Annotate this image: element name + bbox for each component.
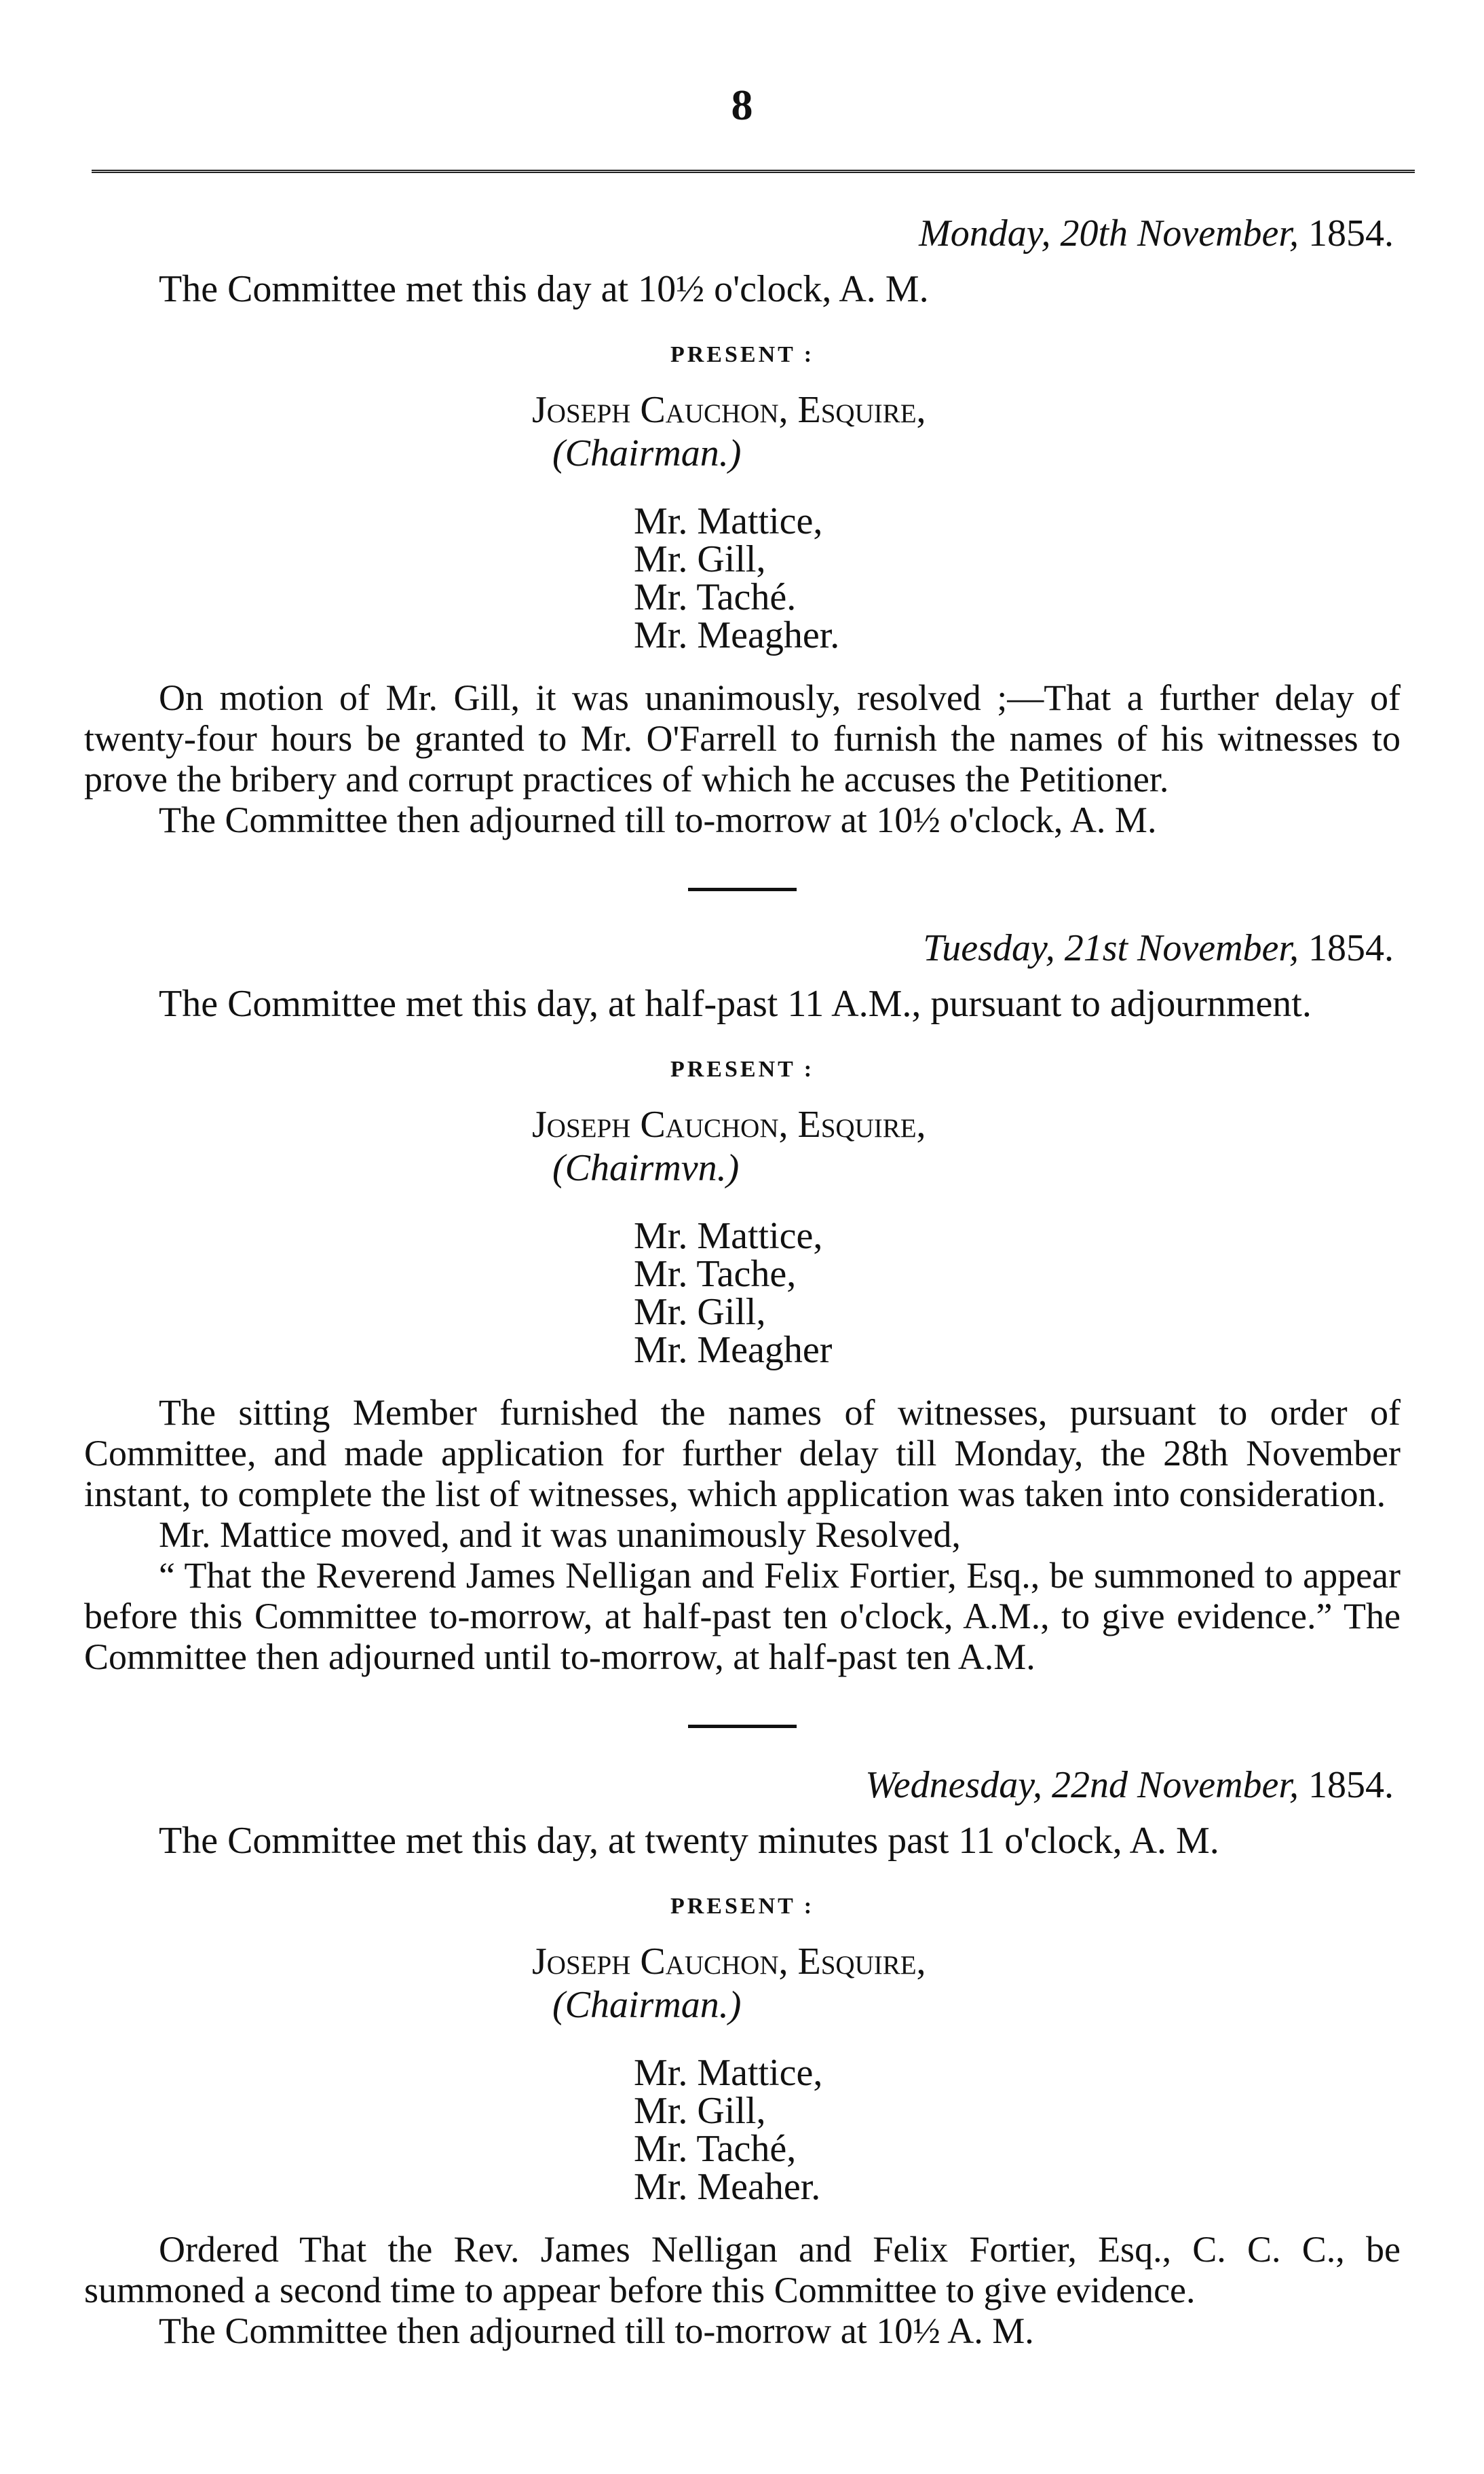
session-wednesday: [84, 1762, 1401, 2351]
minutes-paragraph: Mr. Mattice moved, and it was unanimously Resolved,: [159, 1514, 961, 1555]
date-year: 1854.: [1308, 212, 1394, 255]
member-item: Mr. Tache,: [634, 1253, 797, 1295]
chairman-block: [532, 1940, 1401, 2027]
present-label: PRESENT :: [670, 1057, 815, 1082]
minutes-paragraph: Ordered That the Rev. James Nelligan and Felix Fortier, Esq., C. C. C., be summoned a second time to appear before this Committee to give evidence.: [84, 2229, 1401, 2310]
meeting-statement: The Committee met this day, at half-past 11 A.M., pursuant to adjournment.: [159, 983, 1312, 1025]
date-text: Monday, 20th November,: [919, 212, 1299, 255]
member-item: Mr. Taché.: [634, 576, 797, 618]
session-date: [84, 210, 1401, 257]
date-text: Wednesday, 22nd November,: [865, 1764, 1299, 1806]
member-item: Mr. Taché,: [634, 2128, 797, 2170]
member-item: Mr. Meagher.: [634, 614, 840, 656]
member-item: Mr. Gill,: [634, 2090, 766, 2132]
minutes-paragraph: The Committee then adjourned till to-morrow at 10½ o'clock, A. M.: [159, 800, 1157, 840]
chairman-block: [532, 388, 1401, 475]
session-date: [84, 1762, 1401, 1808]
member-item: Mr. Gill,: [634, 1291, 766, 1333]
chairman-role: (Chairman.): [552, 432, 742, 474]
session-tuesday: [84, 925, 1401, 1677]
minutes-paragraph: The sitting Member furnished the names of witnesses, pursuant to order of Committee, and made application for further delay till Monday, the 28th November instant, to complete the list of witnesses, which application was taken into consideration.: [84, 1392, 1401, 1514]
chairman-role: (Chairman.): [552, 1984, 742, 2026]
member-item: Mr. Meagher: [634, 1329, 833, 1371]
member-item: Mr. Meaher.: [634, 2166, 821, 2208]
present-label: PRESENT :: [670, 1894, 815, 1919]
sessions: [84, 210, 1401, 2351]
chairman-name: Joseph Cauchon, Esquire,: [532, 389, 926, 431]
date-year: 1854.: [1308, 1764, 1394, 1806]
session-monday: [84, 210, 1401, 840]
session-date: [84, 925, 1401, 971]
date-text: Tuesday, 21st November,: [923, 927, 1299, 969]
present-label: PRESENT :: [670, 342, 815, 367]
chairman-role: (Chairmvn.): [552, 1147, 740, 1189]
chairman-block: [532, 1103, 1401, 1190]
member-item: Mr. Gill,: [634, 538, 766, 580]
members-list: [634, 2054, 1401, 2206]
section-divider: [688, 1725, 797, 1728]
minutes-paragraph: “ That the Reverend James Nelligan and Felix Fortier, Esq., be summoned to appear before this Committee to-morrow, at half-past ten o'clock, A.M., to give evidence.” The Committee then adjourned until to-morrow, at half-past ten A.M.: [84, 1555, 1401, 1677]
chairman-name: Joseph Cauchon, Esquire,: [532, 1104, 926, 1146]
chairman-name: Joseph Cauchon, Esquire,: [532, 1941, 926, 1983]
member-item: Mr. Mattice,: [634, 2052, 823, 2094]
minutes-paragraph: The Committee then adjourned till to-morrow at 10½ A. M.: [159, 2310, 1034, 2351]
section-divider: [688, 888, 797, 891]
member-item: Mr. Mattice,: [634, 1215, 823, 1257]
header-rule: [92, 170, 1415, 173]
members-list: [634, 502, 1401, 654]
meeting-statement: The Committee met this day at 10½ o'clock, A. M.: [159, 268, 929, 310]
page-number: 8: [731, 81, 753, 129]
members-list: [634, 1217, 1401, 1369]
meeting-statement: The Committee met this day, at twenty minutes past 11 o'clock, A. M.: [159, 1820, 1219, 1862]
date-year: 1854.: [1308, 927, 1394, 969]
minutes-paragraph: On motion of Mr. Gill, it was unanimously, resolved ;—That a further delay of twenty-four hours be granted to Mr. O'Farrell to furnish the names of his witnesses to prove the bribery and corrupt practices of which he accuses the Petitioner.: [84, 677, 1401, 800]
member-item: Mr. Mattice,: [634, 500, 823, 542]
